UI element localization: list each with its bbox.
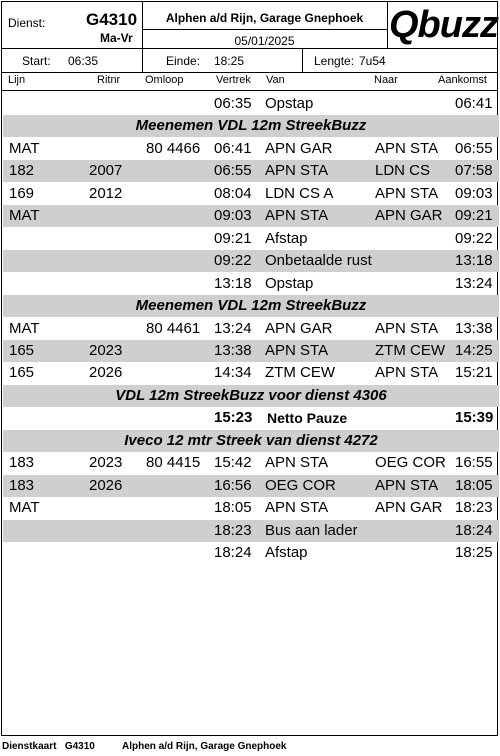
cell-lijn: 183: [9, 476, 35, 494]
col-vertrek: Vertrek: [216, 74, 251, 86]
section-header: [3, 430, 499, 452]
pause-row: [3, 407, 499, 429]
cell-naar: APN STA: [375, 184, 439, 202]
cell-vertrek: 16:56: [214, 476, 252, 494]
section-header: [3, 385, 499, 407]
section-title: Meenemen VDL 12m StreekBuzz: [135, 117, 367, 135]
cell-aankomst: 18:24: [455, 521, 493, 539]
cell-van: APN GAR: [265, 319, 333, 337]
cell-ritnr: 2007: [89, 162, 123, 180]
table-row: [3, 183, 499, 205]
cell-vertrek: 15:42: [214, 454, 252, 472]
cell-vertrek: 13:24: [214, 319, 252, 337]
cell-aankomst: 07:58: [455, 162, 493, 180]
table-row: [3, 475, 499, 497]
cell-van: Bus aan lader: [265, 521, 358, 539]
header-divider: [2, 48, 497, 49]
cell-lijn: MAT: [9, 319, 40, 337]
cell-lijn: 169: [9, 184, 35, 202]
col-omloop: Omloop: [145, 74, 184, 86]
cell-aankomst: 13:24: [455, 274, 493, 292]
cell-vertrek: 08:04: [214, 184, 252, 202]
cell-van: Afstap: [265, 544, 308, 561]
cell-aankomst: 06:55: [455, 139, 493, 157]
cell-vertrek: 14:34: [214, 364, 252, 382]
cell-aankomst: 15:21: [455, 364, 493, 382]
section-header: [3, 115, 499, 137]
cell-aankomst: 13:18: [455, 252, 493, 270]
cell-omloop: 80 4415: [146, 454, 201, 472]
cell-vertrek: 09:21: [214, 229, 252, 247]
cell-aankomst: 14:25: [455, 341, 493, 359]
cell-aankomst: 18:05: [455, 476, 493, 494]
cell-naar: APN STA: [375, 364, 439, 382]
cell-van: APN STA: [265, 162, 329, 180]
cell-van: APN STA: [265, 207, 329, 225]
cell-van: Afstap: [265, 229, 308, 247]
col-lijn: Lijn: [8, 74, 26, 86]
cell-vertrek: 06:55: [214, 162, 252, 180]
table-row: [3, 340, 499, 362]
cell-naar: LDN CS: [375, 162, 431, 180]
section-header: [3, 295, 499, 317]
cell-lijn: MAT: [9, 499, 40, 517]
cell-lijn: MAT: [9, 139, 40, 157]
start-label: Start:: [22, 54, 51, 68]
location: Alphen a/d Rijn, Garage Gnephoek: [165, 11, 364, 25]
table-row: [3, 138, 499, 160]
cell-naar: APN STA: [375, 319, 439, 337]
table-row: [3, 362, 499, 384]
dienst-label: Dienst:: [8, 16, 46, 30]
table-row: [3, 318, 499, 340]
cell-lijn: 183: [9, 454, 35, 472]
cell-aankomst: 09:03: [455, 184, 493, 202]
cell-aankomst: 16:55: [455, 454, 493, 472]
cell-ritnr: 2026: [89, 364, 123, 382]
cell-naar: ZTM CEW: [375, 341, 445, 359]
table-row: [3, 205, 499, 227]
footer-dienstkaart: Dienstkaart: [2, 741, 57, 752]
cell-van: APN STA: [265, 499, 329, 517]
col-van: Van: [266, 74, 285, 86]
table-row: [3, 93, 499, 115]
cell-ritnr: 2023: [89, 454, 123, 472]
footer-location: Alphen a/d Rijn, Garage Gnephoek: [122, 741, 287, 752]
cell-vertrek: 06:41: [214, 139, 252, 157]
cell-omloop: 80 4461: [146, 319, 201, 337]
cell-van: OEG COR: [265, 476, 336, 494]
cell-van: ZTM CEW: [265, 364, 335, 382]
cell-van: APN STA: [265, 454, 329, 472]
cell-vertrek: 09:03: [214, 207, 252, 225]
cell-naar: APN GAR: [375, 207, 443, 225]
dienst-code: G4310: [86, 10, 138, 29]
cell-vertrek: 18:23: [214, 521, 252, 539]
cell-lijn: MAT: [9, 207, 40, 225]
cell-aankomst: 06:41: [455, 95, 493, 112]
cell-vertrek: 18:24: [214, 544, 252, 561]
cell-van: LDN CS A: [265, 184, 334, 202]
footer-code: G4310: [64, 741, 95, 752]
header-divider: [302, 48, 303, 72]
header-divider: [2, 72, 497, 73]
header-divider: [2, 90, 497, 91]
cell-aankomst: 09:21: [455, 207, 493, 225]
cell-omloop: 80 4466: [146, 139, 201, 157]
cell-lijn: 182: [9, 162, 35, 180]
cell-ritnr: 2026: [89, 476, 123, 494]
cell-vertrek: 13:38: [214, 341, 252, 359]
cell-naar: APN STA: [375, 139, 439, 157]
col-ritnr: Ritnr: [97, 74, 121, 86]
qbuzz-logo: Qbuzz: [389, 4, 498, 46]
header-divider: [142, 48, 143, 72]
cell-ritnr: 2023: [89, 341, 123, 359]
table-row: [3, 520, 499, 542]
col-naar: Naar: [374, 74, 398, 86]
footer-label: [2, 741, 95, 752]
start-value: 06:35: [68, 54, 99, 68]
cell-vertrek: 13:18: [214, 274, 252, 292]
table-row: [3, 250, 499, 272]
cell-aankomst: 18:23: [455, 499, 493, 517]
table-row: [3, 160, 499, 182]
cell-van: Opstap: [265, 95, 314, 112]
einde-label: Einde:: [166, 54, 201, 68]
cell-naar: APN STA: [375, 476, 439, 494]
cell-aankomst: 18:25: [455, 544, 493, 561]
cell-van: Netto Pauze: [267, 410, 348, 427]
lengte-label: Lengte:: [314, 54, 355, 68]
date: 05/01/2025: [234, 34, 295, 48]
table-row: [3, 228, 499, 250]
cell-naar: OEG COR: [375, 454, 446, 472]
cell-aankomst: 15:39: [455, 409, 494, 427]
cell-van: APN GAR: [265, 139, 333, 157]
table-row: [3, 542, 499, 564]
cell-aankomst: 09:22: [455, 229, 493, 247]
einde-value: 18:25: [214, 54, 245, 68]
cell-van: Opstap: [265, 274, 314, 292]
cell-vertrek: 06:35: [214, 95, 252, 112]
cell-lijn: 165: [9, 341, 35, 359]
cell-vertrek: 15:23: [214, 409, 253, 427]
cell-vertrek: 09:22: [214, 252, 252, 270]
section-title: VDL 12m StreekBuzz voor dienst 4306: [115, 386, 387, 404]
cell-aankomst: 13:38: [455, 319, 493, 337]
section-title: Meenemen VDL 12m StreekBuzz: [135, 297, 367, 315]
table-row: [3, 497, 499, 519]
cell-vertrek: 18:05: [214, 499, 252, 517]
header-divider: [142, 29, 387, 30]
cell-lijn: 165: [9, 364, 35, 382]
cell-van: APN STA: [265, 341, 329, 359]
dienst-days: Ma-Vr: [100, 31, 133, 45]
duty-card: [1, 1, 498, 736]
cell-van: Onbetaalde rust: [265, 252, 372, 270]
col-aankomst: Aankomst: [438, 74, 487, 86]
table-row: [3, 452, 499, 474]
section-title: Iveco 12 mtr Streek van dienst 4272: [124, 431, 378, 449]
table-row: [3, 273, 499, 295]
cell-ritnr: 2012: [89, 184, 123, 202]
cell-naar: APN GAR: [375, 499, 443, 517]
lengte-value: 7u54: [359, 54, 386, 68]
